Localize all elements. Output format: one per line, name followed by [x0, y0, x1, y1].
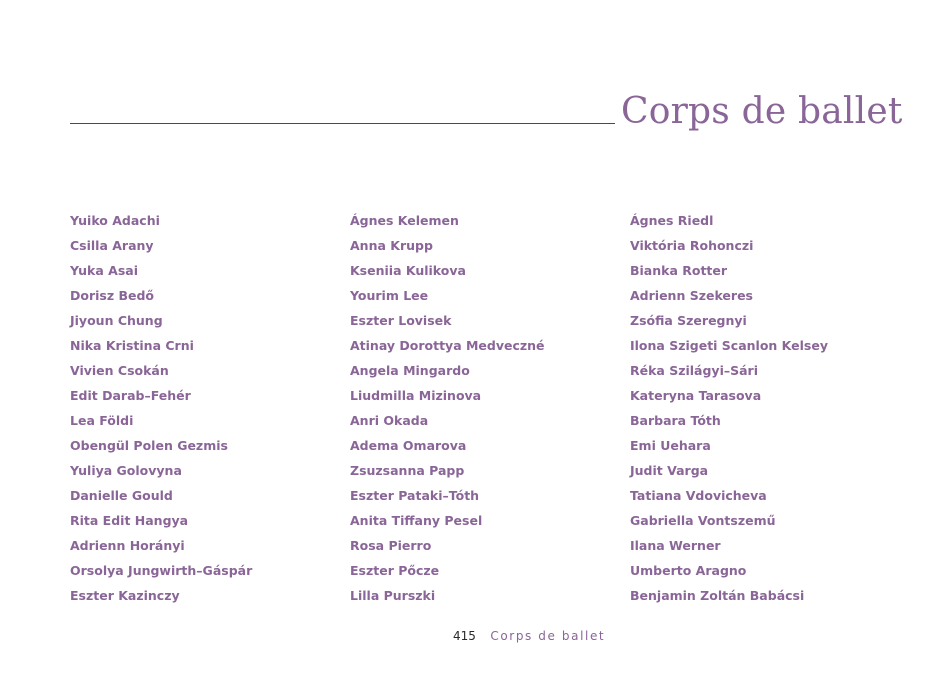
list-item: Lea Földi [70, 413, 134, 428]
list-item: Lilla Purszki [350, 588, 436, 603]
list-item: Obengül Polen Gezmis [70, 438, 228, 453]
list-item: Ágnes Riedl [630, 213, 714, 228]
list-item: Eszter Pataki–Tóth [350, 488, 480, 503]
list-item: Zsuzsanna Papp [350, 463, 465, 478]
page-number: 415 [453, 629, 476, 643]
list-item: Kseniia Kulikova [350, 263, 466, 278]
page-footer [453, 627, 605, 645]
list-item: Dorisz Bedő [70, 288, 155, 303]
list-item: Ilona Szigeti Scanlon Kelsey [630, 338, 828, 353]
list-item: Gabriella Vontszemű [630, 513, 776, 528]
list-item: Zsófia Szeregnyi [630, 313, 747, 328]
list-item: Judit Varga [630, 463, 709, 478]
list-item: Kateryna Tarasova [630, 388, 762, 403]
list-item: Orsolya Jungwirth–Gáspár [70, 563, 253, 578]
list-item: Rita Edit Hangya [70, 513, 189, 528]
page-title: Corps de ballet [621, 91, 903, 132]
running-head: Corps de ballet [490, 629, 606, 643]
list-item: Csilla Arany [70, 238, 154, 253]
list-item: Atinay Dorottya Medveczné [350, 338, 545, 353]
list-item: Adrienn Horányi [70, 538, 185, 553]
list-item: Tatiana Vdovicheva [630, 488, 767, 503]
list-item: Réka Szilágyi–Sári [630, 363, 759, 378]
list-item: Vivien Csokán [70, 363, 169, 378]
names-column-3 [630, 208, 828, 608]
list-item: Nika Kristina Crni [70, 338, 194, 353]
list-item: Viktória Rohonczi [630, 238, 754, 253]
list-item: Liudmilla Mizinova [350, 388, 482, 403]
list-item: Eszter Lovisek [350, 313, 452, 328]
list-item: Angela Mingardo [350, 363, 470, 378]
list-item: Ágnes Kelemen [350, 213, 459, 228]
header-rule [70, 123, 615, 124]
list-item: Danielle Gould [70, 488, 173, 503]
list-item: Emi Uehara [630, 438, 711, 453]
list-item: Ilana Werner [630, 538, 721, 553]
list-item: Jiyoun Chung [70, 313, 163, 328]
names-column-1 [70, 208, 252, 608]
list-item: Adrienn Szekeres [630, 288, 753, 303]
list-item: Anna Krupp [350, 238, 433, 253]
list-item: Yuka Asai [70, 263, 138, 278]
list-item: Yourim Lee [350, 288, 429, 303]
list-item: Benjamin Zoltán Babácsi [630, 588, 805, 603]
list-item: Anri Okada [350, 413, 429, 428]
list-item: Yuiko Adachi [70, 213, 160, 228]
list-item: Anita Tiffany Pesel [350, 513, 483, 528]
list-item: Eszter Kazinczy [70, 588, 180, 603]
list-item: Eszter Pőcze [350, 563, 440, 578]
names-column-2 [350, 208, 545, 608]
list-item: Umberto Aragno [630, 563, 747, 578]
list-item: Bianka Rotter [630, 263, 728, 278]
list-item: Rosa Pierro [350, 538, 432, 553]
list-item: Adema Omarova [350, 438, 467, 453]
list-item: Barbara Tóth [630, 413, 721, 428]
list-item: Yuliya Golovyna [70, 463, 182, 478]
list-item: Edit Darab–Fehér [70, 388, 191, 403]
